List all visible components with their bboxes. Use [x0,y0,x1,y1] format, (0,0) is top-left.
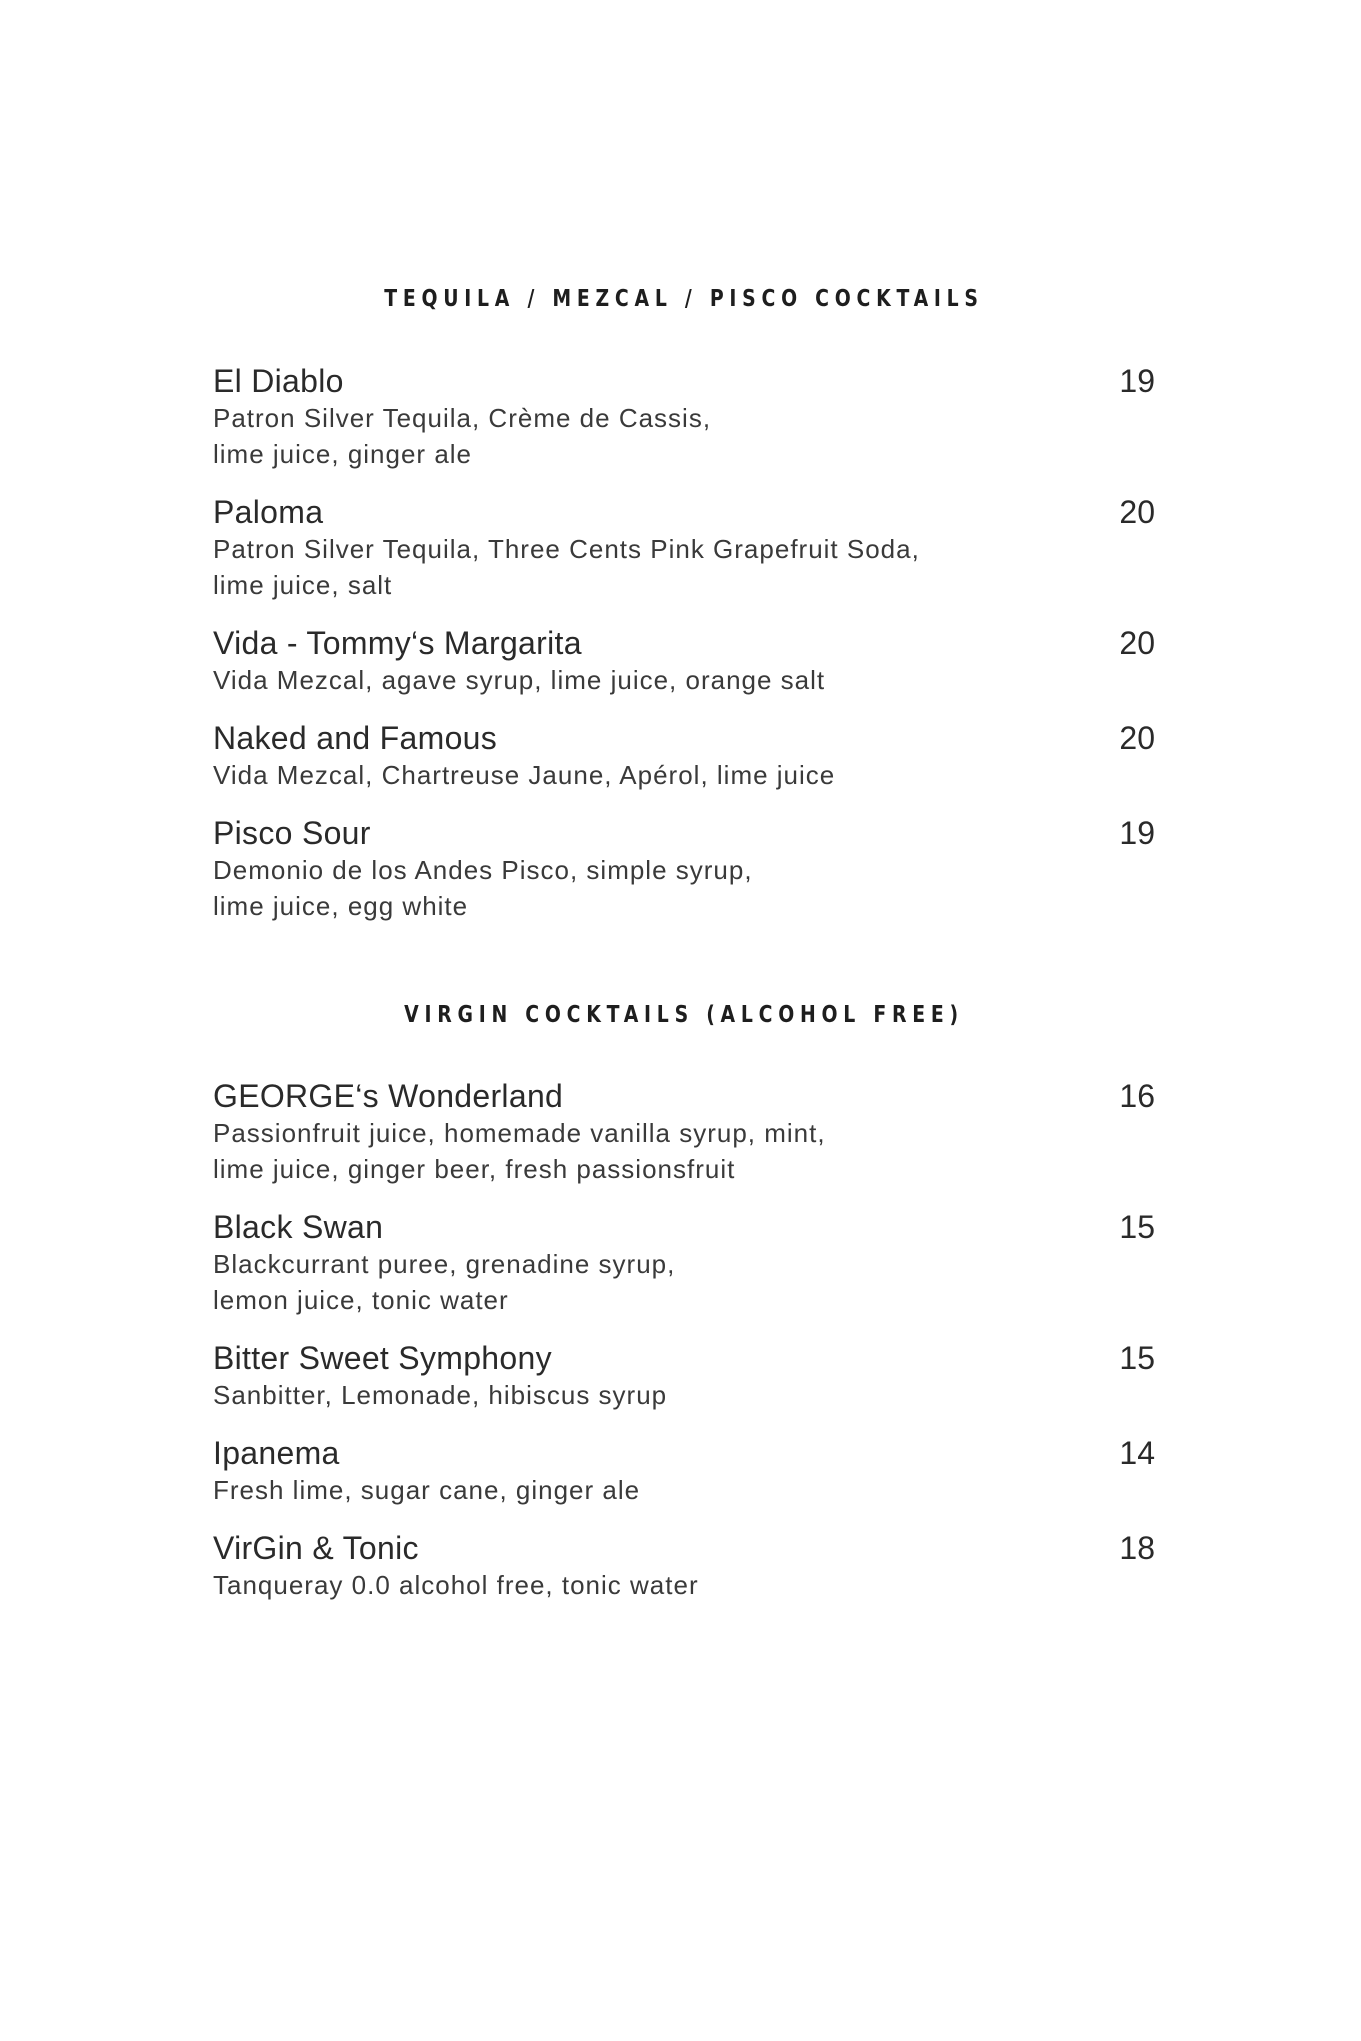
item-name: Pisco Sour [213,815,371,851]
item-desc-line: Blackcurrant puree, grenadine syrup, [213,1249,676,1279]
item-desc-line: Demonio de los Andes Pisco, simple syrup, [213,855,753,885]
item-price: 20 [1119,720,1155,756]
item-desc-line: Fresh lime, sugar cane, ginger ale [213,1475,641,1505]
item-desc-line: Passionfruit juice, homemade vanilla syrup, mint, [213,1118,826,1148]
menu-item-bitter-sweet-symphony [213,1339,1155,1413]
item-desc-line: Sanbitter, Lemonade, hibiscus syrup [213,1380,668,1410]
item-desc-line: lemon juice, tonic water [213,1285,509,1315]
item-desc-line: Patron Silver Tequila, Crème de Cassis, [213,403,712,433]
item-name: Naked and Famous [213,720,498,756]
section-title-virgin: VIRGIN COCKTAILS (ALCOHOL FREE) [404,1002,964,1028]
item-price: 20 [1119,494,1155,530]
item-name: Paloma [213,494,324,530]
item-name: El Diablo [213,363,344,399]
item-desc-line: lime juice, egg white [213,891,469,921]
item-desc-line: Patron Silver Tequila, Three Cents Pink Grapefruit Soda, [213,534,920,564]
menu-item-georges-wonderland [213,1077,1155,1187]
item-price: 19 [1119,815,1155,851]
item-price: 15 [1119,1340,1155,1376]
section-title-tequila: TEQUILA / MEZCAL / PISCO COCKTAILS [384,286,984,312]
item-name: GEORGE‘s Wonderland [213,1078,564,1114]
item-price: 14 [1119,1435,1155,1471]
menu-item-virgin-and-tonic [213,1529,1155,1603]
menu-item-black-swan [213,1208,1155,1318]
item-price: 15 [1119,1209,1155,1245]
item-desc-line: Tanqueray 0.0 alcohol free, tonic water [213,1570,699,1600]
item-desc-line: lime juice, salt [213,570,393,600]
menu-item-paloma [213,493,1155,603]
item-name: Bitter Sweet Symphony [213,1340,552,1376]
item-price: 20 [1119,625,1155,661]
menu-item-ipanema [213,1434,1155,1508]
item-price: 18 [1119,1530,1155,1566]
menu-item-el-diablo [213,362,1155,472]
menu-item-vida-margarita [213,624,1155,698]
menu-item-pisco-sour [213,814,1155,924]
item-desc-line: Vida Mezcal, agave syrup, lime juice, orange salt [213,665,826,695]
item-desc-line: lime juice, ginger beer, fresh passionsfruit [213,1154,736,1184]
item-name: VirGin & Tonic [213,1530,419,1566]
item-name: Ipanema [213,1435,340,1471]
item-price: 16 [1119,1078,1155,1114]
item-desc-line: lime juice, ginger ale [213,439,473,469]
menu-item-naked-and-famous [213,719,1155,793]
item-name: Vida - Tommy‘s Margarita [213,625,582,661]
item-price: 19 [1119,363,1155,399]
item-desc-line: Vida Mezcal, Chartreuse Jaune, Apérol, lime juice [213,760,836,790]
item-name: Black Swan [213,1209,384,1245]
